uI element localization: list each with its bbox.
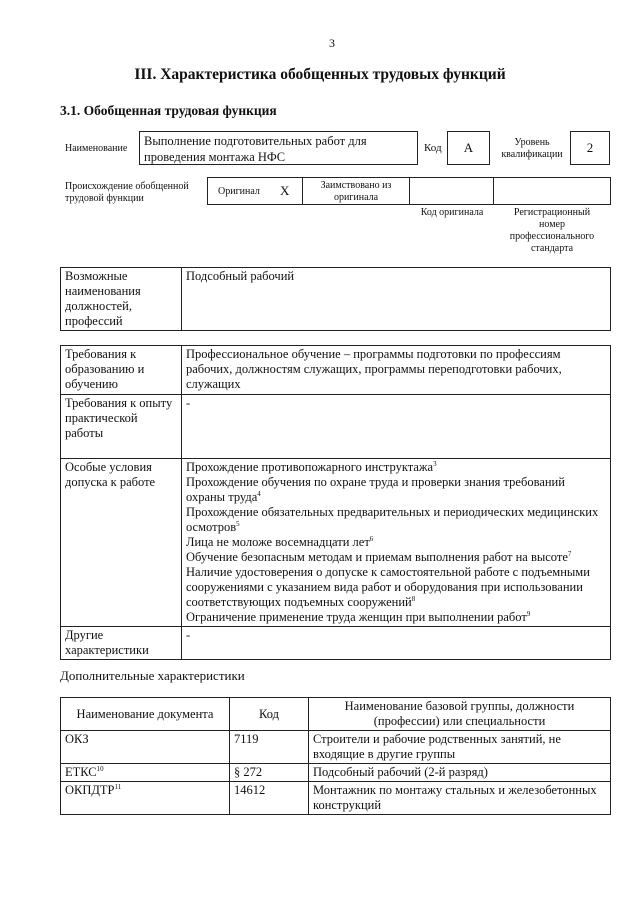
experience-row xyxy=(61,395,611,459)
education-row xyxy=(61,346,611,395)
origin-borrowed-label: Заимствовано из оригинала xyxy=(320,180,392,203)
special-list xyxy=(182,459,611,627)
origin-original-label: Оригинал xyxy=(218,186,260,197)
positions-row xyxy=(61,268,611,331)
row-document: ЕТКС$^{10}$ xyxy=(61,764,230,782)
special-label: Особые условия допуска к работе xyxy=(61,459,182,627)
other-row xyxy=(61,627,611,660)
otf-name-label: Наименование xyxy=(65,143,128,154)
header-document: Наименование документа xyxy=(61,698,230,731)
origin-code-original-label: Код оригинала xyxy=(420,207,484,218)
additional-header-row xyxy=(61,698,611,731)
row-code: 7119 xyxy=(230,731,309,764)
special-item: Обучение безопасным методам и приемам выполнения работ на высоте$^7$ xyxy=(186,549,572,564)
table-row xyxy=(61,782,611,815)
otf-name-value: Выполнение подготовительных работ для проведения монтажа НФС xyxy=(144,134,367,164)
positions-value: Подсобный рабочий xyxy=(182,268,611,331)
otf-level-box xyxy=(570,131,610,165)
otf-code-label: Код xyxy=(424,142,442,154)
education-label: Требования к образованию и обучению xyxy=(61,346,182,395)
special-item: Прохождение противопожарного инструктажа$^3$ xyxy=(186,459,437,474)
origin-original-box xyxy=(207,177,303,205)
row-name: Монтажник по монтажу стальных и железобетонных конструкций xyxy=(309,782,611,815)
row-document: ОКЗ xyxy=(61,731,230,764)
special-item: Прохождение обязательных предварительных и периодических медицинских осмотров$^5$ xyxy=(186,505,599,534)
section-title: III. Характеристика обобщенных трудовых функций xyxy=(134,66,506,83)
header-name: Наименование базовой группы, должности (профессии) или специальности xyxy=(309,698,611,731)
origin-code-cell xyxy=(409,177,494,205)
otf-level-value: 2 xyxy=(586,140,594,155)
requirements-table xyxy=(60,345,611,660)
row-name: Подсобный рабочий (2-й разряд) xyxy=(309,764,611,782)
additional-table xyxy=(60,697,611,815)
page-number: 3 xyxy=(329,36,335,50)
row-document: ОКПДТР$^{11}$ xyxy=(61,782,230,815)
row-code: § 272 xyxy=(230,764,309,782)
table-row xyxy=(61,764,611,782)
origin-label: Происхождение обобщенной трудовой функции xyxy=(65,181,189,204)
origin-borrowed-box xyxy=(302,177,410,205)
subsection-title: 3.1. Обобщенная трудовая функция xyxy=(60,103,277,118)
otf-level-label: Уровень квалификации xyxy=(501,137,563,160)
positions-label: Возможные наименования должностей, профессий xyxy=(61,268,182,331)
special-item: Ограничение применение труда женщин при выполнении работ$^9$ xyxy=(186,609,531,624)
special-row xyxy=(61,459,611,627)
other-value: - xyxy=(182,627,611,660)
origin-reg-cell xyxy=(493,177,611,205)
education-value: Профессиональное обучение – программы подготовки по профессиям рабочих, должностям служащих, программы переподготовки рабочих, служащих xyxy=(182,346,611,395)
otf-code-value: А xyxy=(463,140,474,155)
other-label: Другие характеристики xyxy=(61,627,182,660)
otf-name-box xyxy=(139,131,418,165)
table-row xyxy=(61,731,611,764)
special-item: Прохождение обучения по охране труда и проверки знания требований охраны труда$^4$ xyxy=(186,475,565,504)
header-code: Код xyxy=(230,698,309,731)
otf-code-box xyxy=(447,131,490,165)
row-code: 14612 xyxy=(230,782,309,815)
special-item: Лица не моложе восемнадцати лет$^6$ xyxy=(186,534,374,549)
positions-table xyxy=(60,267,611,331)
experience-value: - xyxy=(182,395,611,459)
row-name: Строители и рабочие родственных занятий, не входящие в другие группы xyxy=(309,731,611,764)
special-item: Наличие удостоверения о допуске к самостоятельной работе с подъемными сооружениями с указанием вида работ и оборудования при использовании соответствующих подъемных сооружений$^8$ xyxy=(186,565,590,609)
experience-label: Требования к опыту практической работы xyxy=(61,395,182,459)
additional-title: Дополнительные характеристики xyxy=(60,668,245,683)
origin-reg-number-label: Регистрационный номер профессионального стандарта xyxy=(509,207,595,254)
origin-original-mark: X xyxy=(280,183,290,198)
